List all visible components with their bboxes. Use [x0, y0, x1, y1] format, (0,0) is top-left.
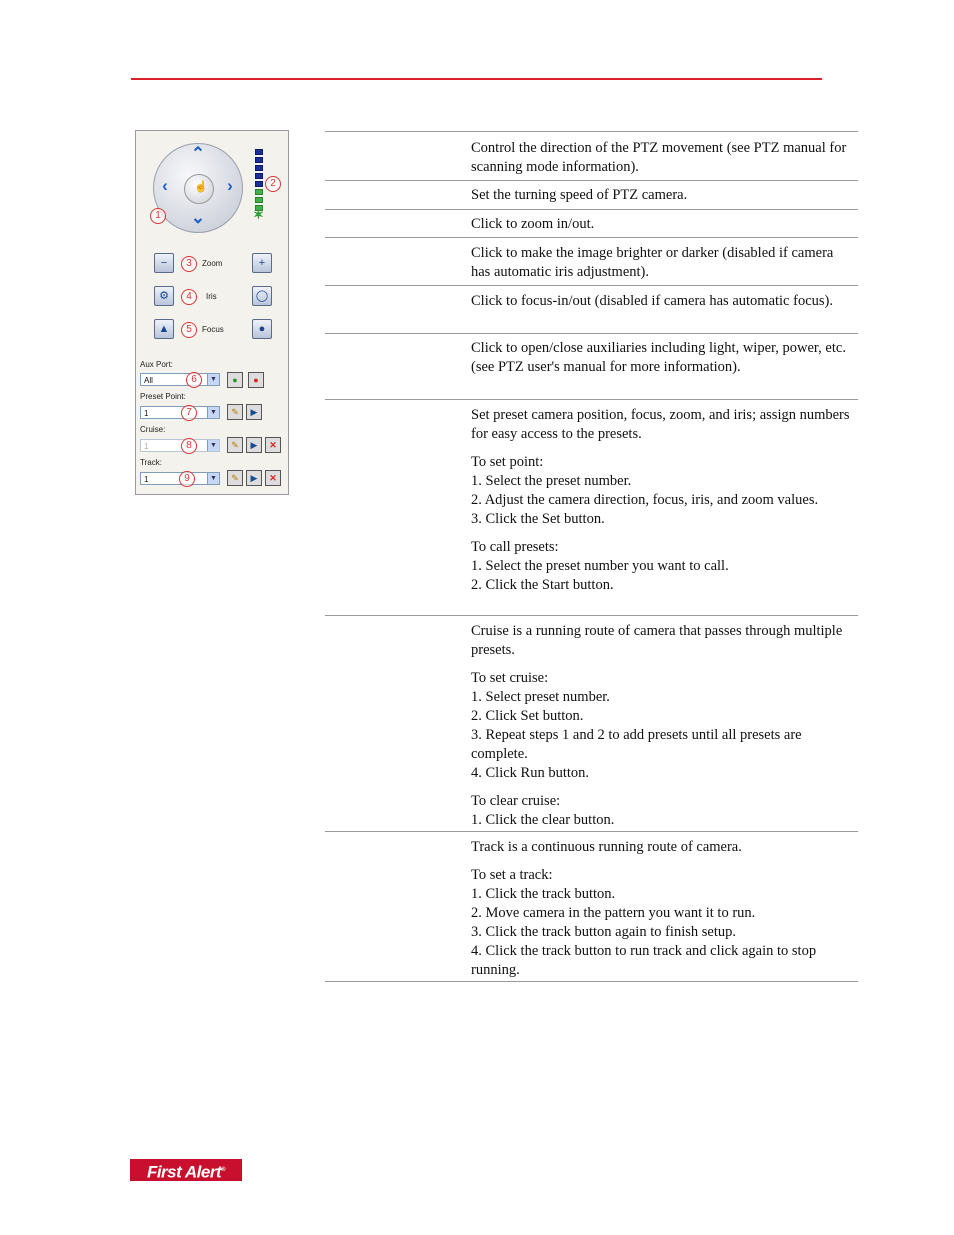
zoom-label: Zoom — [202, 259, 223, 268]
callout-4: 4 — [181, 289, 197, 305]
red-x-icon: ✕ — [269, 473, 277, 483]
aux-port-select[interactable] — [140, 373, 220, 386]
description-paragraph: Track is a continuous running route of camera. — [471, 839, 742, 855]
description-paragraph: To set point: 1. Select the preset number. 2. Adjust the camera direction, focus, iris, and zoom values. 3. Click the Set button. — [471, 454, 819, 527]
zoom-in-button[interactable] — [252, 253, 272, 273]
table-rule — [325, 131, 858, 132]
description-paragraph: To set a track: 1. Click the track button. 2. Move camera in the pattern you want it to run. 3. Click the track button again to finish setup. 4. Click the track button to run track and click again to stop running. — [471, 867, 817, 978]
aux-on-button[interactable] — [227, 372, 243, 388]
chevron-up-icon[interactable]: ⌃ — [190, 144, 206, 163]
preset-go-button[interactable] — [246, 404, 262, 420]
iris-open-icon: ◯ — [255, 290, 269, 302]
chevron-down-icon: ▼ — [207, 374, 219, 385]
magnifier-minus-icon: − — [160, 257, 168, 269]
track-label: Track: — [140, 458, 162, 467]
table-rule — [325, 615, 858, 616]
callout-9: 9 — [179, 471, 195, 487]
pencil-icon: ✎ — [231, 407, 239, 417]
direction-home-button[interactable] — [184, 174, 214, 204]
chevron-down-icon: ▼ — [207, 473, 219, 484]
iris-icon: ⚙ — [159, 290, 169, 302]
iris-label: Iris — [206, 292, 217, 301]
cruise-label: Cruise: — [140, 425, 166, 434]
run-icon: ▶ — [250, 407, 258, 417]
red-x-icon: ✕ — [269, 440, 277, 450]
callout-8: 8 — [181, 438, 197, 454]
chevron-left-icon[interactable]: ‹ — [162, 176, 168, 195]
header-rule — [131, 78, 822, 80]
running-man-icon: ✶ — [253, 207, 264, 222]
chevron-right-icon[interactable]: › — [227, 176, 233, 195]
table-row — [471, 139, 851, 177]
iris-close-button[interactable] — [154, 286, 174, 306]
table-rule — [325, 399, 858, 400]
logo-mark: ® — [221, 1167, 226, 1173]
cruise-run-button[interactable] — [246, 437, 262, 453]
aux-port-label: Aux Port: — [140, 360, 173, 369]
table-rule — [325, 831, 858, 832]
description-paragraph: Click to make the image brighter or darker (disabled if camera has automatic iris adjustment). — [471, 245, 834, 280]
logo-text: First Alert — [146, 1162, 222, 1182]
iris-open-button[interactable] — [252, 286, 272, 306]
description-paragraph: Click to zoom in/out. — [471, 216, 595, 232]
focus-out-button[interactable] — [252, 319, 272, 339]
focus-near-icon: ▲ — [158, 323, 170, 335]
first-alert-logo — [130, 1159, 242, 1181]
traffic-light-red-icon: ● — [253, 375, 259, 385]
description-paragraph: Set preset camera position, focus, zoom, and iris; assign numbers for easy access to the presets. — [471, 407, 850, 442]
table-rule — [325, 209, 858, 210]
hand-icon: ☝ — [194, 181, 208, 193]
direction-pad[interactable] — [153, 143, 243, 233]
description-paragraph: Set the turning speed of PTZ camera. — [471, 187, 688, 203]
focus-label: Focus — [202, 325, 224, 334]
track-clear-button[interactable] — [265, 470, 281, 486]
callout-3: 3 — [181, 256, 197, 272]
preset-point-select[interactable] — [140, 406, 220, 419]
zoom-out-button[interactable] — [154, 253, 174, 273]
table-row — [471, 186, 851, 205]
pencil-icon: ✎ — [231, 473, 239, 483]
table-row — [471, 838, 851, 980]
cruise-value: 1 — [144, 442, 149, 451]
magnifier-plus-icon: + — [258, 257, 266, 269]
table-row — [471, 339, 851, 377]
speed-slider[interactable] — [255, 149, 263, 213]
preset-point-value: 1 — [144, 409, 149, 418]
description-paragraph: To clear cruise: 1. Click the clear button. — [471, 793, 615, 828]
table-rule — [325, 237, 858, 238]
preset-set-button[interactable] — [227, 404, 243, 420]
table-row — [471, 292, 851, 311]
run-icon: ▶ — [250, 473, 258, 483]
track-run-button[interactable] — [246, 470, 262, 486]
description-paragraph: To set cruise: 1. Select preset number. 2. Click Set button. 3. Repeat steps 1 and 2 to add presets until all presets are complete. 4. Click Run button. — [471, 670, 802, 781]
callout-7: 7 — [181, 405, 197, 421]
chevron-down-icon: ▼ — [207, 407, 219, 418]
table-rule — [325, 333, 858, 334]
focus-in-button[interactable] — [154, 319, 174, 339]
callout-6: 6 — [186, 372, 202, 388]
cruise-clear-button[interactable] — [265, 437, 281, 453]
aux-port-value: All — [144, 376, 153, 385]
table-rule — [325, 981, 858, 982]
description-paragraph: Click to open/close auxiliaries including light, wiper, power, etc. (see PTZ user's manual for more information). — [471, 340, 846, 375]
table-row — [471, 244, 851, 282]
callout-2: 2 — [265, 176, 281, 192]
chevron-down-icon: ▼ — [207, 440, 219, 451]
description-paragraph: Control the direction of the PTZ movement (see PTZ manual for scanning mode information). — [471, 140, 847, 175]
table-rule — [325, 180, 858, 181]
focus-far-icon: ● — [258, 323, 266, 335]
cruise-select[interactable] — [140, 439, 220, 452]
table-row — [471, 406, 851, 595]
track-value: 1 — [144, 475, 149, 484]
track-set-button[interactable] — [227, 470, 243, 486]
pencil-icon: ✎ — [231, 440, 239, 450]
aux-off-button[interactable] — [248, 372, 264, 388]
callout-1: 1 — [150, 208, 166, 224]
table-rule — [325, 285, 858, 286]
description-paragraph: To call presets: 1. Select the preset number you want to call. 2. Click the Start button. — [471, 539, 729, 593]
cruise-set-button[interactable] — [227, 437, 243, 453]
ptz-control-panel — [135, 130, 289, 495]
table-row — [471, 622, 851, 830]
preset-point-label: Preset Point: — [140, 392, 186, 401]
description-paragraph: Cruise is a running route of camera that passes through multiple presets. — [471, 623, 843, 658]
callout-5: 5 — [181, 322, 197, 338]
traffic-light-green-icon: ● — [232, 375, 238, 385]
chevron-down-icon[interactable]: ⌄ — [190, 208, 206, 227]
table-row — [471, 215, 851, 234]
description-paragraph: Click to focus-in/out (disabled if camera has automatic focus). — [471, 293, 833, 309]
run-icon: ▶ — [250, 440, 258, 450]
